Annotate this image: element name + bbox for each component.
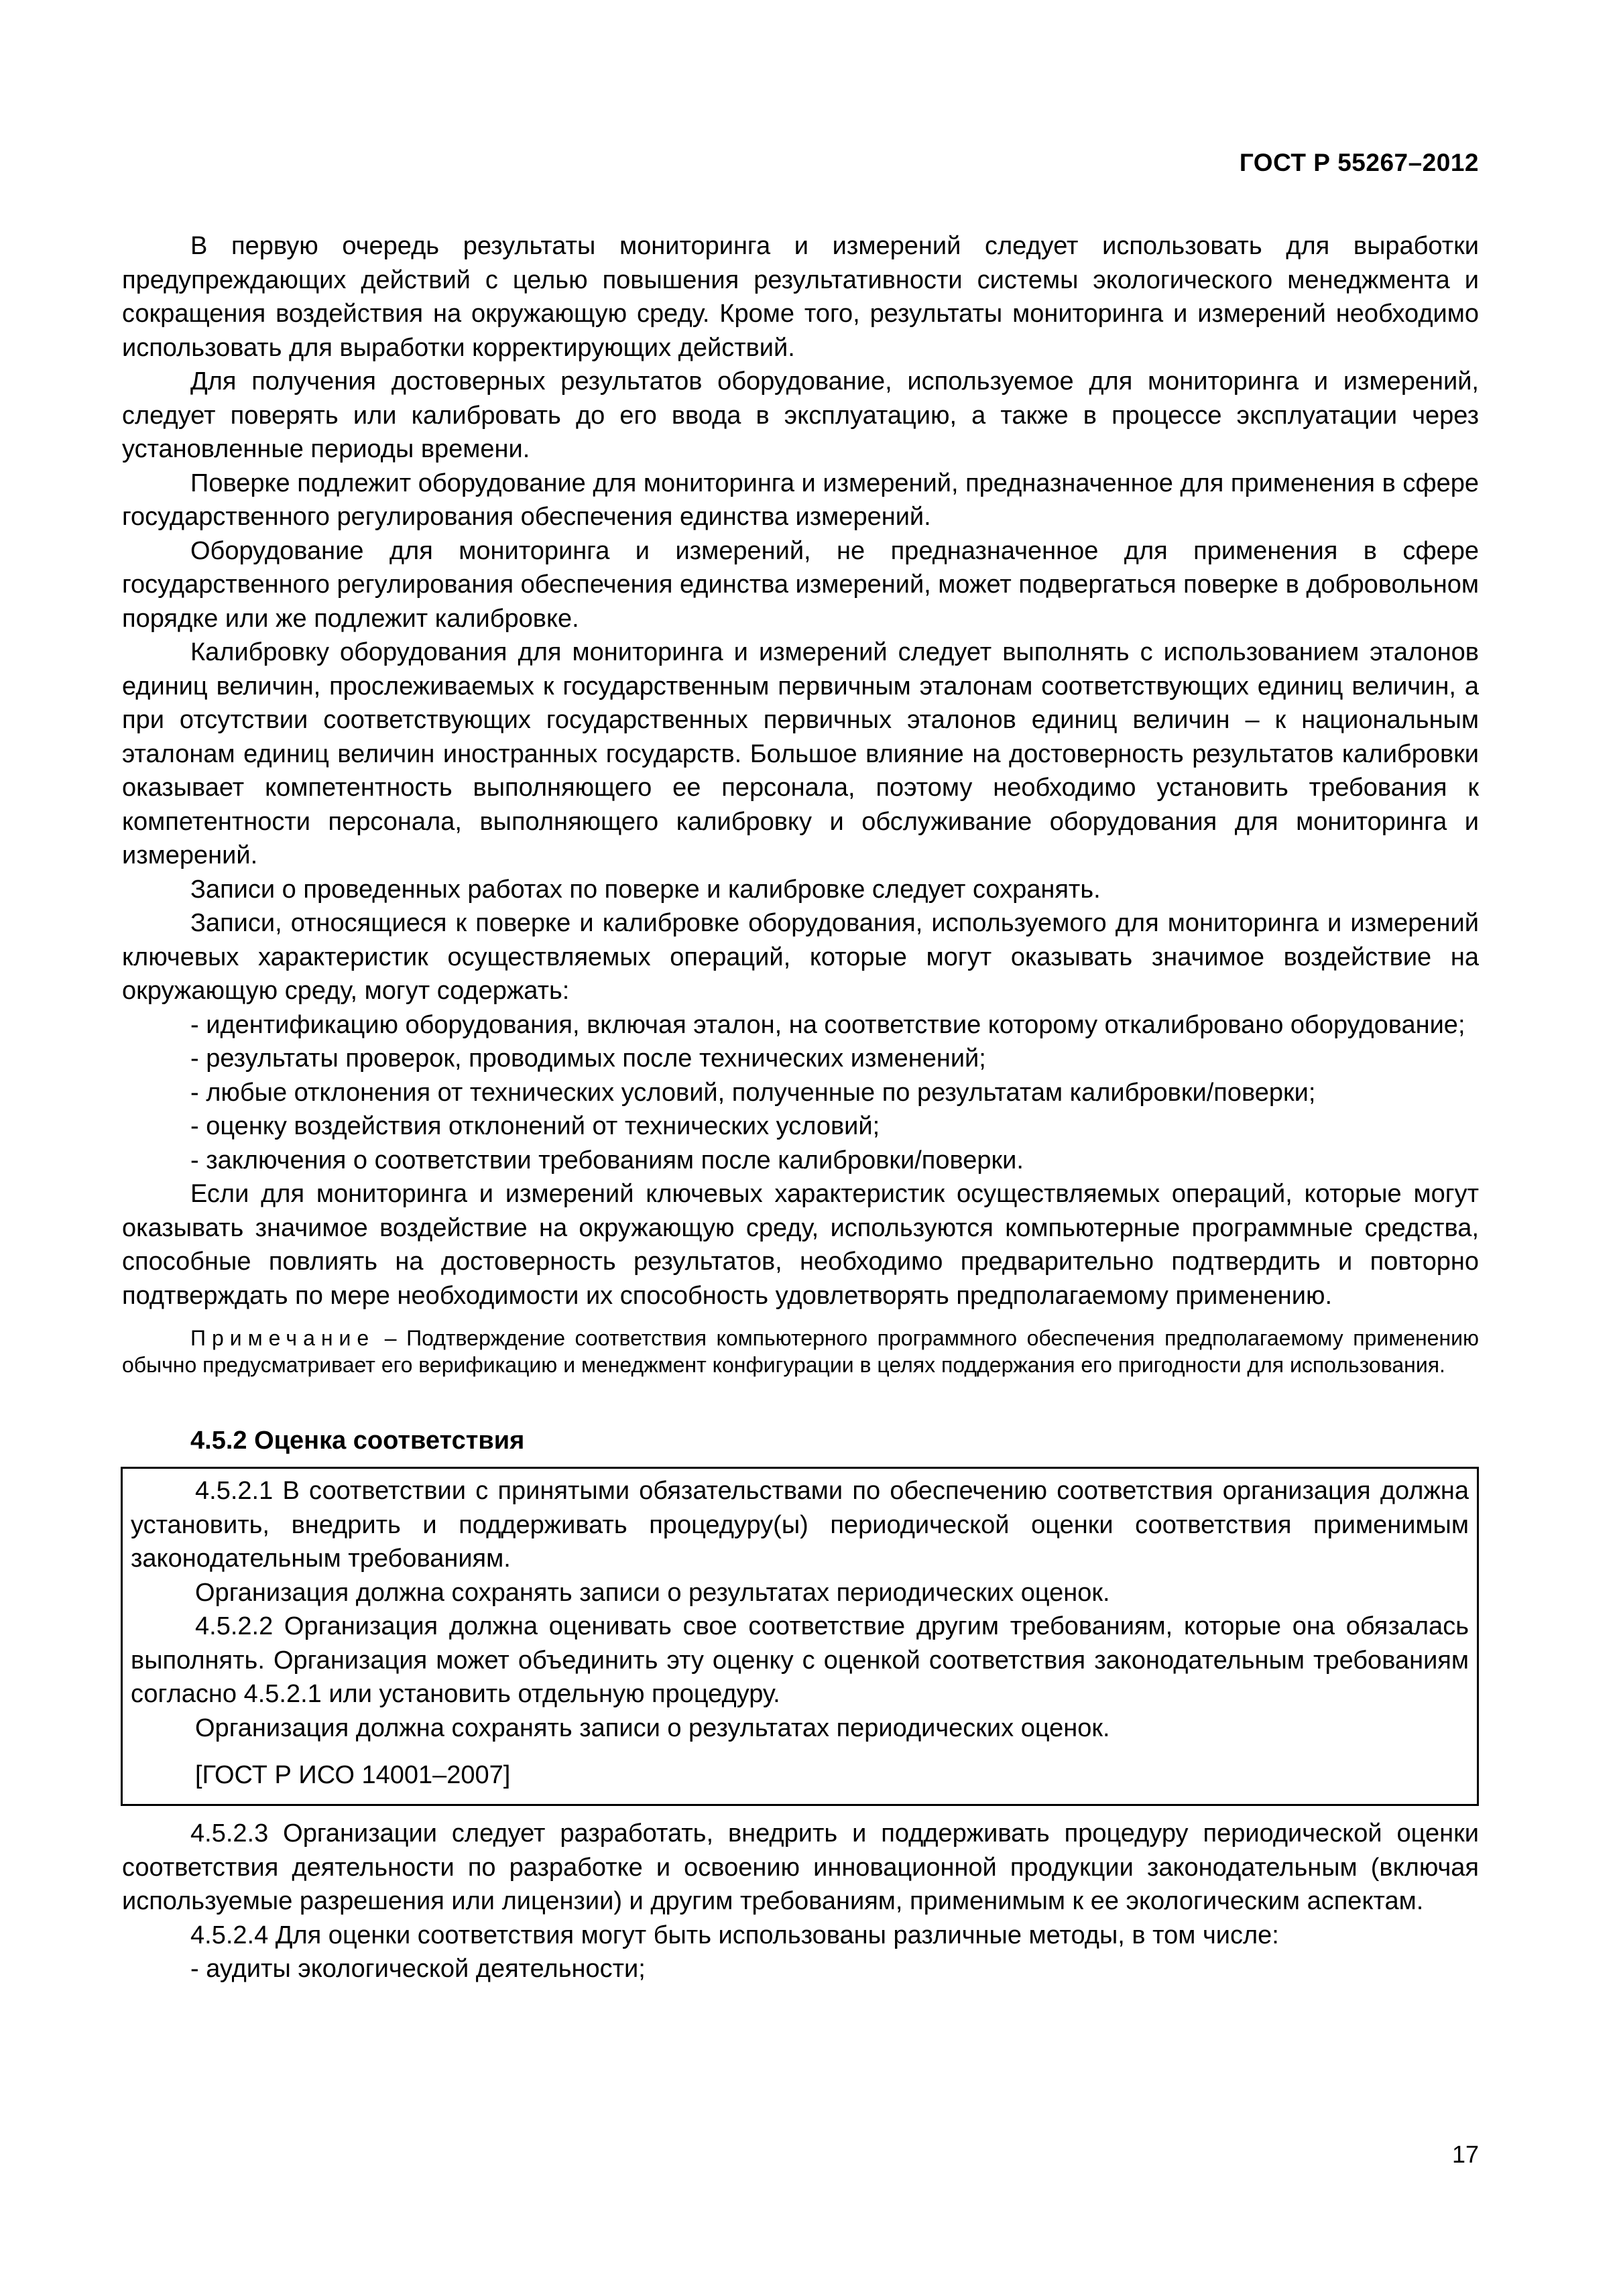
document-header: ГОСТ Р 55267–2012: [1239, 149, 1479, 176]
box-paragraph: 4.5.2.1 В соответствии с принятыми обязательствами по обеспечению соответствия организация должна установить, внедрить и поддерживать процедуру(ы) периодической оценки соответствия применимым законодательным требованиям.: [131, 1477, 1469, 1573]
page-body: [122, 229, 1479, 1986]
section-title: 4.5.2 Оценка соответствия: [190, 1427, 525, 1455]
paragraph: Записи, относящиеся к поверке и калибровке оборудования, используемого для мониторинга и измерений ключевых характеристик осуществляемых операций, которые могут оказывать значимое воздействие на окружающую среду, могут содержать:: [122, 909, 1479, 1005]
list-item: - результаты проверок, проводимых после технических изменений;: [190, 1044, 986, 1073]
paragraph: 4.5.2.3 Организации следует разработать, внедрить и поддерживать процедуру периодической оценки соответствия деятельности по разработке и освоению инновационной продукции законодательным (включая используемые разрешения или лицензии) и другим требованиям, применимым к ее экологическим аспектам.: [122, 1819, 1479, 1915]
paragraph: Записи о проведенных работах по поверке и калибровке следует сохранять.: [190, 875, 1101, 904]
paragraph: Калибровку оборудования для мониторинга и измерений следует выполнять с использованием эталонов единиц величин, прослеживаемых к государственным первичным эталонам соответствующих единиц величин, а при отсутствии соответствующих государственных первичных эталонов единиц величин – к национальным эталонам единиц величин иностранных государств. Большое влияние на достоверность результатов калибровки оказывает компетентность выполняющего ее персонала, поэтому необходимо установить требования к компетентности персонала, выполняющего калибровку и обслуживание оборудования для мониторинга и измерений.: [122, 638, 1479, 869]
box-paragraph: 4.5.2.2 Организация должна оценивать свое соответствие другим требованиям, которые она обязалась выполнять. Организация может объединить эту оценку с оценкой соответствия законодательным требованиям согласно 4.5.2.1 или установить отдельную процедуру.: [131, 1612, 1469, 1708]
list-item: - оценку воздействия отклонений от технических условий;: [190, 1112, 880, 1140]
paragraph: 4.5.2.4 Для оценки соответствия могут быть использованы различные методы, в том числе:: [190, 1921, 1279, 1949]
paragraph: В первую очередь результаты мониторинга и измерений следует использовать для выработки предупреждающих действий с целью повышения результативности системы экологического менеджмента и сокращения воздействия на окружающую среду. Кроме того, результаты мониторинга и измерений необходимо использовать для выработки корректирующих действий.: [122, 232, 1479, 362]
list-item: - заключения о соответствии требованиям после калибровки/поверки.: [190, 1146, 1024, 1174]
list-item: - аудиты экологической деятельности;: [190, 1955, 646, 1983]
note-text: – Подтверждение соответствия компьютерного программного обеспечения предполагаемому применению обычно предусматривает его верификацию и менеджмент конфигурации в целях поддержания его пригодности для использования.: [122, 1326, 1479, 1377]
paragraph-software: Если для мониторинга и измерений ключевых характеристик осуществляемых операций, которые могут оказывать значимое воздействие на окружающую среду, используются компьютерные программные средства, способные повлиять на достоверность результатов, необходимо предварительно подтвердить и повторно подтверждать по мере необходимости их способность удовлетворять предполагаемому применению.: [122, 1180, 1479, 1310]
paragraph: Поверке подлежит оборудование для мониторинга и измерений, предназначенное для применения в сфере государственного регулирования обеспечения единства измерений.: [122, 469, 1479, 531]
box-paragraph: Организация должна сохранять записи о результатах периодических оценок.: [195, 1578, 1110, 1607]
list-item: - любые отклонения от технических условий, полученные по результатам калибровки/поверки;: [190, 1078, 1316, 1107]
list-item: - идентификацию оборудования, включая эталон, на соответствие которому откалибровано оборудование;: [190, 1010, 1465, 1039]
box-reference: [ГОСТ Р ИСО 14001–2007]: [195, 1761, 511, 1789]
paragraph: Для получения достоверных результатов оборудование, используемое для мониторинга и измерений, следует поверять или калибровать до его ввода в эксплуатацию, а также в процессе эксплуатации через установленные периоды времени.: [122, 367, 1479, 463]
note-label: Примечание: [190, 1326, 375, 1350]
page-number: 17: [1451, 2140, 1479, 2168]
paragraph: Оборудование для мониторинга и измерений, не предназначенное для применения в сфере государственного регулирования обеспечения единства измерений, может подвергаться поверке в добровольном порядке или же подлежит калибровке.: [122, 536, 1479, 633]
note: [122, 1325, 1479, 1378]
quoted-standard-box: [121, 1467, 1479, 1806]
box-paragraph: Организация должна сохранять записи о результатах периодических оценок.: [195, 1713, 1110, 1742]
after-box-section: [122, 1817, 1479, 1986]
